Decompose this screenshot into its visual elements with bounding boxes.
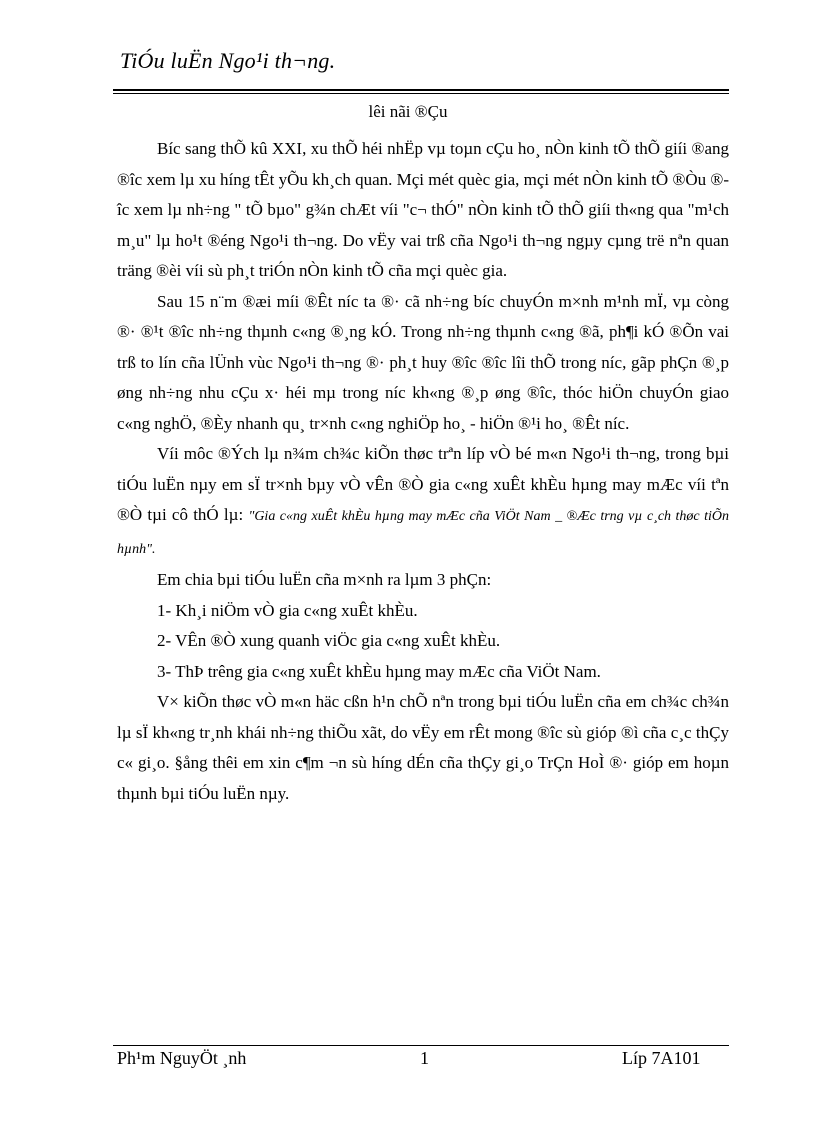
paragraph-3-text: Víi môc ®Ých lµ n¾m ch¾c kiÕn thøc trªn líp vÒ bé m«n Ngo¹i th¬ng, trong bµi tiÓu luËn nµy em sÏ tr×nh bµy vÒ vÊn ®Ò gia c«ng xuÊt khÈu hµng may mÆc víi tªn ®Ò tµi cô thÓ lµ: [117,444,729,524]
closing-paragraph: V× kiÕn thøc vÒ m«n häc cßn h¹n chÕ nªn trong bµi tiÓu luËn cña em ch¾c ch¾n lµ sÏ kh«ng tr¸nh khái nh÷ng thiÕu xãt, do vËy em rÊt mong ®îc sù gióp ®ì cña c¸c thÇy c« gi¸o. §ång thêi em xin c¶m ¬n sù híng dÉn cña thÇy gi¸o TrÇn HoÌ ®· gióp em hoµn thµnh bµi tiÓu luËn nµy. [117,692,729,803]
header-rule-thin [113,93,729,94]
document-body [117,134,729,809]
header-rule-thick [113,89,729,91]
document-heading: lêi nãi ®Çu [368,102,448,121]
paragraph-3 [117,439,729,565]
paragraph-2: Sau 15 n¨m ®æi míi ®Êt níc ta ®· cã nh÷ng bíc chuyÓn m×nh m¹nh mÏ, vµ còng ®· ®¹t ®îc nh÷ng thµnh c«ng ®¸ng kÓ. Trong nh÷ng thµnh c«ng ®ã, ph¶i kÓ ®Õn vai trß to lín cña lÜnh vùc Ngo¹i th¬ng ®· ph¸t huy ®îc ®îc lîi thÕ trong níc, gãp phÇn ®¸p øng nh÷ng nhu cÇu x· héi mµ trong níc kh«ng ®¸p øng ®îc, thóc hiÖn chuyÓn giao c«ng nghÖ, ®Èy nhanh qu¸ tr×nh c«ng nghiÖp ho¸ - hiÖn ®¹i ho¸ ®Êt níc. [117,291,729,433]
footer-class: Líp 7A101 [622,1048,701,1068]
paragraph-1: Bíc sang thÕ kû XXI, xu thÕ héi nhËp vµ toµn cÇu ho¸ nÒn kinh tÕ thÕ giíi ®ang ®îc xem lµ xu híng tÊt yÕu kh¸ch quan. Mçi mét quèc gia, mçi mét nÒn kinh tÕ ®Òu ®îc xem lµ nh÷ng " tÕ bµo" g¾n chÆt víi "c¬ thÓ" nÒn kinh tÕ thÕ giíi th«ng qua "m¹ch m¸u" lµ ho¹t ®éng Ngo¹i th¬ng. Do vËy vai trß cña Ngo¹i th¬ng ngµy cµng trë nªn quan träng ®èi víi sù ph¸t triÓn nÒn kinh tÕ cña mçi quèc gia. [117,139,729,280]
footer-rule [113,1045,729,1046]
list-intro: Em chia bµi tiÓu luËn cña m×nh ra lµm 3 phÇn: [157,570,492,589]
footer-page-number: 1 [420,1048,429,1068]
list-item-3: 3- ThÞ trêng gia c«ng xuÊt khÈu hµng may mÆc cña ViÖt Nam. [157,661,601,681]
footer-author: Ph¹m NguyÖt ¸nh [117,1048,247,1068]
list-item-2: 2- VÊn ®Ò xung quanh viÖc gia c«ng xuÊt khÈu. [157,631,501,650]
list-item-1: 1- Kh¸i niÖm vÒ gia c«ng xuÊt khÈu. [157,600,418,620]
running-header: TiÓu luËn Ngo¹i th¬ng. [120,48,336,73]
topic-quote: "Gia c«ng xuÊt khÈu hµng may mÆc cña ViÖt Nam _ ®Æc trng vµ c¸ch thøc tiÕn hµnh". [117,509,730,557]
